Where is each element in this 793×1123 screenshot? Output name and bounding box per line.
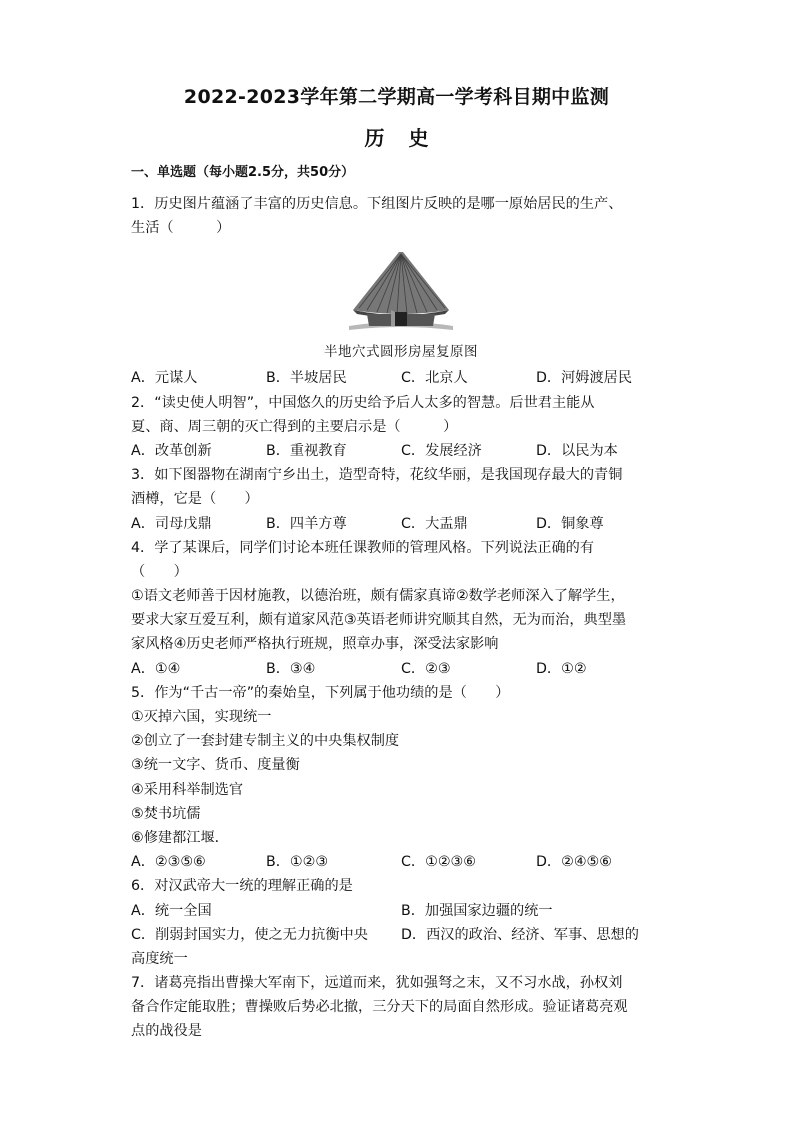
q2-line1: 2．“读史使人明智”，中国悠久的历史给予后人太多的智慧。后世君主能从 bbox=[131, 394, 595, 411]
q5-item-3: ③统一文字、货币、度量衡 bbox=[131, 757, 300, 774]
q6-line1: 6．对汉武帝大一统的理解正确的是 bbox=[131, 878, 353, 895]
section-heading: 一、单选题（每小题2.5分，共50分） bbox=[131, 165, 355, 180]
q3-option-a[interactable]: A．司母戊鼎 bbox=[131, 515, 212, 532]
q1-option-d[interactable]: D．河姆渡居民 bbox=[536, 370, 633, 387]
q6-options-row2 bbox=[131, 923, 671, 947]
q4-options bbox=[131, 657, 671, 681]
q7-line3: 点的战役是 bbox=[131, 1023, 202, 1040]
q1-option-a[interactable]: A．元谋人 bbox=[131, 370, 198, 387]
q5-options bbox=[131, 850, 671, 874]
q4-option-c[interactable]: C．②③ bbox=[401, 660, 451, 677]
q5-item-2: ②创立了一套封建专制主义的中央集权制度 bbox=[131, 733, 400, 750]
q6-option-d-cont: 高度统一 bbox=[131, 950, 188, 967]
q1-option-b[interactable]: B．半坡居民 bbox=[266, 370, 347, 387]
q4-option-d[interactable]: D．①② bbox=[536, 660, 587, 677]
q6-option-c[interactable]: C．削弱封国实力，使之无力抗衡中央 bbox=[131, 926, 368, 943]
q5-item-4: ④采用科举制选官 bbox=[131, 781, 244, 798]
q2-option-d[interactable]: D．以民为本 bbox=[536, 442, 618, 459]
hut-figure bbox=[131, 240, 671, 338]
q1-line2: 生活（ ） bbox=[131, 220, 231, 237]
q1-options bbox=[131, 366, 671, 390]
q3-option-c[interactable]: C．大盂鼎 bbox=[401, 515, 468, 532]
q7-line2: 备合作定能取胜；曹操败后势必北撤，三分天下的局面自然形成。验证诸葛亮观 bbox=[131, 999, 628, 1016]
q4-option-b[interactable]: B．③④ bbox=[266, 660, 316, 677]
q3-option-d[interactable]: D．铜象尊 bbox=[536, 515, 604, 532]
q2-line2: 夏、商、周三朝的灭亡得到的主要启示是（ ） bbox=[131, 418, 458, 435]
q5-option-b[interactable]: B．①②③ bbox=[266, 854, 329, 871]
subject-title: 历史 bbox=[364, 126, 453, 150]
q4-option-a[interactable]: A．①④ bbox=[131, 660, 181, 677]
hut-illustration-icon bbox=[345, 248, 457, 336]
q2-options bbox=[131, 439, 671, 463]
q5-option-d[interactable]: D．②④⑤⑥ bbox=[536, 854, 612, 871]
q4-line2: （ ） bbox=[131, 563, 188, 580]
q2-option-b[interactable]: B．重视教育 bbox=[266, 442, 347, 459]
q1-option-c[interactable]: C．北京人 bbox=[401, 370, 468, 387]
q5-line1: 5．作为“千古一帝”的秦始皇，下列属于他功绩的是（ ） bbox=[131, 684, 510, 701]
q6-option-b[interactable]: B．加强国家边疆的统一 bbox=[401, 902, 553, 919]
q4-line3: ①语文老师善于因材施教，以德治班，颇有儒家真谛②数学老师深入了解学生， bbox=[131, 588, 625, 605]
q5-option-c[interactable]: C．①②③⑥ bbox=[401, 854, 476, 871]
q5-item-6: ⑥修建都江堰． bbox=[131, 829, 229, 846]
exam-title: 2022-2023学年第二学期高一学考科目期中监测 bbox=[183, 86, 610, 108]
q2-option-c[interactable]: C．发展经济 bbox=[401, 442, 482, 459]
q3-line2: 酒樽，它是（ ） bbox=[131, 491, 259, 508]
q4-line5: 家风格④历史老师严格执行班规，照章办事，深受法家影响 bbox=[131, 636, 499, 653]
q2-option-a[interactable]: A．改革创新 bbox=[131, 442, 212, 459]
q1-line1: 1．历史图片蕴涵了丰富的历史信息。下组图片反映的是哪一原始居民的生产、 bbox=[131, 196, 623, 212]
q3-options bbox=[131, 512, 671, 536]
q5-item-5: ⑤焚书坑儒 bbox=[131, 805, 201, 822]
q3-line1: 3．如下图器物在湖南宁乡出土，造型奇特，花纹华丽，是我国现存最大的青铜 bbox=[131, 467, 623, 484]
figure-caption: 半地穴式圆形房屋复原图 bbox=[324, 344, 478, 361]
q6-option-d[interactable]: D．西汉的政治、经济、军事、思想的 bbox=[401, 926, 639, 943]
q4-line4: 要求大家互爱互利，颇有道家风范③英语老师讲究顺其自然，无为而治，典型墨 bbox=[131, 612, 627, 629]
q3-option-b[interactable]: B．四羊方尊 bbox=[266, 515, 347, 532]
q5-option-a[interactable]: A．②③⑤⑥ bbox=[131, 854, 206, 871]
q5-item-1: ①灭掉六国，实现统一 bbox=[131, 709, 272, 725]
q6-options-row1 bbox=[131, 899, 671, 923]
questions bbox=[131, 192, 671, 1044]
q6-option-a[interactable]: A．统一全国 bbox=[131, 902, 212, 919]
q7-line1: 7．诸葛亮指出曹操大军南下，远道而来，犹如强弩之末，又不习水战，孙权刘 bbox=[131, 975, 623, 992]
q4-line1: 4．学了某课后，同学们讨论本班任课教师的管理风格。下列说法正确的有 bbox=[131, 539, 595, 556]
